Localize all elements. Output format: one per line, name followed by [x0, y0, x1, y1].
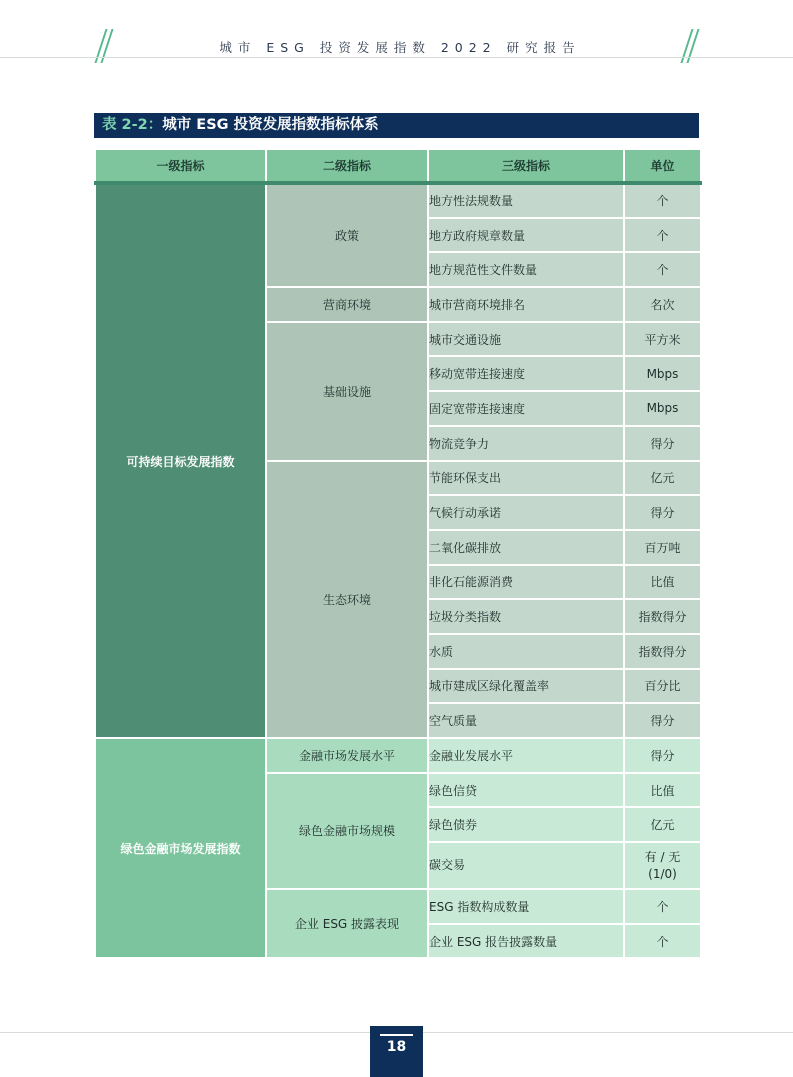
unit-cell: 得分	[624, 703, 701, 738]
unit-cell: Mbps	[624, 391, 701, 426]
level3-indicator: 移动宽带连接速度	[428, 356, 624, 391]
level3-indicator: 城市营商环境排名	[428, 287, 624, 322]
column-header: 一级指标	[95, 149, 266, 183]
level3-indicator: 空气质量	[428, 703, 624, 738]
unit-cell: 指数得分	[624, 634, 701, 669]
unit-cell: 亿元	[624, 807, 701, 842]
level3-indicator: 气候行动承诺	[428, 495, 624, 530]
unit-cell: 百万吨	[624, 530, 701, 565]
level3-indicator: 绿色信贷	[428, 773, 624, 808]
level3-indicator: 企业 ESG 报告披露数量	[428, 924, 624, 959]
level3-indicator: 地方政府规章数量	[428, 218, 624, 253]
unit-cell: 亿元	[624, 461, 701, 496]
level1-indicator: 绿色金融市场发展指数	[95, 738, 266, 958]
column-header: 单位	[624, 149, 701, 183]
table-title	[94, 113, 699, 138]
level3-indicator: 节能环保支出	[428, 461, 624, 496]
unit-cell: 个	[624, 924, 701, 959]
unit-cell: 比值	[624, 773, 701, 808]
unit-cell: 个	[624, 183, 701, 218]
level1-indicator: 可持续目标发展指数	[95, 183, 266, 738]
column-header: 二级指标	[266, 149, 428, 183]
header-divider	[0, 57, 793, 58]
unit-cell: 比值	[624, 565, 701, 600]
level3-indicator: 二氧化碳排放	[428, 530, 624, 565]
unit-cell: 个	[624, 889, 701, 924]
level3-indicator: 城市建成区绿化覆盖率	[428, 669, 624, 704]
level2-indicator: 政策	[266, 183, 428, 287]
unit-cell: Mbps	[624, 356, 701, 391]
level3-indicator: 垃圾分类指数	[428, 599, 624, 634]
column-header: 三级指标	[428, 149, 624, 183]
table-row	[95, 738, 701, 773]
level2-indicator: 生态环境	[266, 461, 428, 739]
level3-indicator: 固定宽带连接速度	[428, 391, 624, 426]
unit-cell: 名次	[624, 287, 701, 322]
level2-indicator: 基础设施	[266, 322, 428, 461]
level3-indicator: 地方性法规数量	[428, 183, 624, 218]
level3-indicator: ESG 指数构成数量	[428, 889, 624, 924]
level3-indicator: 城市交通设施	[428, 322, 624, 357]
level2-indicator: 绿色金融市场规模	[266, 773, 428, 889]
unit-cell: 有 / 无 (1/0)	[624, 842, 701, 889]
unit-cell: 平方米	[624, 322, 701, 357]
unit-cell: 得分	[624, 426, 701, 461]
page-number-rule	[380, 1034, 413, 1036]
indicator-table	[94, 148, 702, 959]
unit-cell: 得分	[624, 738, 701, 773]
level2-indicator: 营商环境	[266, 287, 428, 322]
table-title-text: 城市 ESG 投资发展指数指标体系	[162, 117, 379, 133]
level3-indicator: 水质	[428, 634, 624, 669]
running-header: 城市 ESG 投资发展指数 2022 研究报告	[219, 40, 581, 55]
level3-indicator: 物流竞争力	[428, 426, 624, 461]
level3-indicator: 碳交易	[428, 842, 624, 889]
page-number: 18	[386, 1039, 407, 1055]
unit-cell: 个	[624, 252, 701, 287]
table-number: 表 2-2：	[102, 117, 163, 133]
level2-indicator: 金融市场发展水平	[266, 738, 428, 773]
unit-cell: 指数得分	[624, 599, 701, 634]
unit-cell: 百分比	[624, 669, 701, 704]
table-row	[95, 183, 701, 218]
unit-cell: 得分	[624, 495, 701, 530]
level2-indicator: 企业 ESG 披露表现	[266, 889, 428, 958]
level3-indicator: 金融业发展水平	[428, 738, 624, 773]
unit-cell: 个	[624, 218, 701, 253]
level3-indicator: 绿色债券	[428, 807, 624, 842]
level3-indicator: 地方规范性文件数量	[428, 252, 624, 287]
level3-indicator: 非化石能源消费	[428, 565, 624, 600]
